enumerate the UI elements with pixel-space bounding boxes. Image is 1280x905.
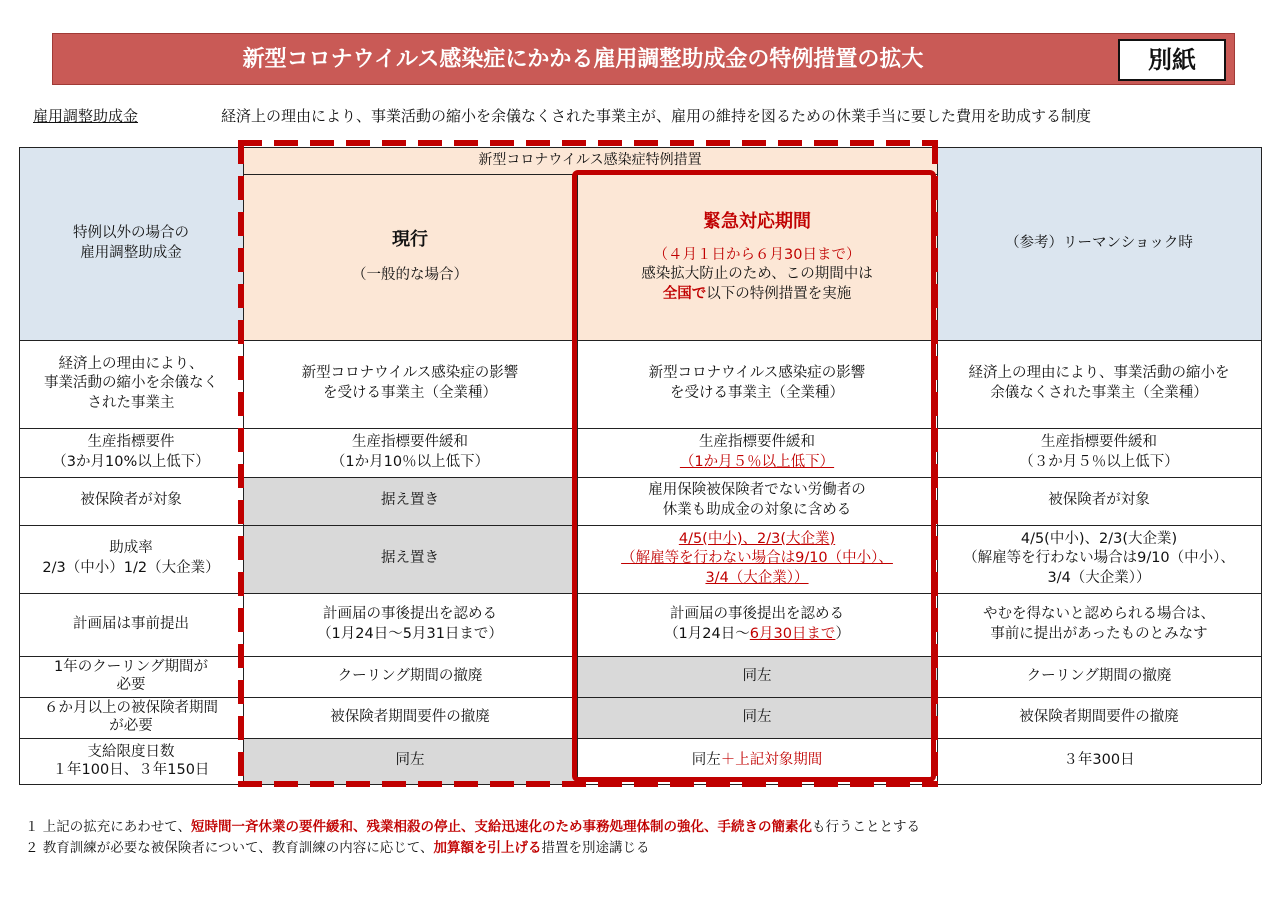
page-title: 新型コロナウイルス感染症にかかる雇用調整助成金の特例措置の拡大 (242, 47, 924, 72)
row5-col3-pre: （1月24日～ (664, 625, 750, 642)
header-col2-title: 現行 (392, 229, 428, 251)
intro-text: 経済上の理由により、事業活動の縮小を余儀なくされた事業主が、雇用の維持を図るための休業手当に要した費用を助成する制度 (221, 107, 1092, 125)
row8-col4: ３年300日 (1063, 752, 1135, 769)
row7-col3: 同左 (577, 697, 937, 738)
row1-col1: 経済上の理由により、 事業活動の縮小を余儀なく された事業主 (44, 355, 218, 411)
header-col3-line2: 感染拡大防止のため、この期間中は (641, 266, 873, 283)
row5-col2: 計画届の事後提出を認める （1月24日～5月31日まで） (317, 605, 503, 642)
footnote-2-num: ２ (25, 840, 39, 856)
footnote-2-red: 加算額を引上げる (433, 840, 542, 856)
row7-col1: ６か月以上の被保険者期間 が必要 (44, 700, 218, 734)
footnote-1-pre: 上記の拡充にあわせて、 (42, 819, 192, 835)
header-col4 (937, 147, 1261, 340)
header-col3-nationwide: 全国で (662, 285, 707, 302)
header-col1 (19, 147, 243, 340)
row4-col3: 4/5(中小)、2/3(大企業) （解雇等を行わない場合は9/10（中小）、 3/4（大企業）） (621, 530, 893, 586)
row3-col1: 被保険者が対象 (80, 492, 182, 509)
row6-col1: 1年のクーリング期間が 必要 (54, 659, 208, 693)
row7-col2: 被保険者期間要件の撤廃 (330, 708, 490, 725)
attachment-tag: 別紙 (1118, 39, 1226, 81)
header-col3-line3-rest: 以下の特例措置を実施 (706, 285, 852, 302)
header-col4-text: （参考）リーマンショック時 (1005, 234, 1193, 251)
row5-col3-post: ） (835, 625, 850, 642)
row2-col3-red: （1か月５％以上低下） (679, 453, 835, 470)
row2-col3-main: 生産指標要件緩和 (699, 433, 815, 450)
row1-col4: 経済上の理由により、事業活動の縮小を 余儀なくされた事業主（全業種） (968, 365, 1230, 401)
row5-col1: 計画届は事前提出 (73, 615, 189, 632)
row2-col4: 生産指標要件緩和 （３か月５％以上低下） (1019, 433, 1179, 470)
footnote-2-post: 措置を別途講じる (541, 840, 650, 856)
row6-col4: クーリング期間の撤廃 (1026, 667, 1172, 684)
header-col2 (243, 174, 577, 340)
row5-col4: やむを得ないと認められる場合は、 事前に提出があったものとみなす (983, 605, 1215, 642)
row4-col1: 助成率 2/3（中小）1/2（大企業） (42, 540, 220, 576)
row2-col2: 生産指標要件緩和 （1か月10％以上低下） (330, 433, 490, 470)
header-col2-sub: （一般的な場合） (352, 267, 468, 284)
footnote-1-red: 短時間一斉休業の要件緩和、残業相殺の停止、支給迅速化のため事務処理体制の強化、手続きの簡素化 (191, 819, 813, 835)
footnote-1-num: １ (25, 819, 39, 835)
row4-col4: 4/5(中小)、2/3(大企業) （解雇等を行わない場合は9/10（中小）、 3/4（大企業）） (963, 530, 1235, 586)
row4-col2: 据え置き (243, 525, 577, 593)
header-group-label: 新型コロナウイルス感染症特例措置 (478, 152, 702, 169)
row7-col4: 被保険者期間要件の撤廃 (1019, 708, 1179, 725)
row3-col2: 据え置き (243, 477, 577, 525)
row3-col4: 被保険者が対象 (1048, 492, 1150, 509)
row2-col1: 生産指標要件 （3か月10%以上低下） (52, 433, 210, 470)
row3-col3: 雇用保険被保険者でない労働者の 休業も助成金の対象に含める (648, 482, 866, 518)
header-col3-period: （４月１日から６月30日まで） (653, 246, 861, 263)
row6-col3: 同左 (577, 656, 937, 697)
row1-col2: 新型コロナウイルス感染症の影響 を受ける事業主（全業種） (301, 365, 519, 401)
row5-col3-main: 計画届の事後提出を認める (670, 605, 844, 622)
intro-label: 雇用調整助成金 (33, 107, 139, 125)
title-banner (52, 33, 1235, 85)
row8-col2: 同左 (243, 738, 577, 784)
footnote-1 (25, 815, 920, 835)
row5-col3-red: 6月30日まで (749, 625, 836, 642)
row6-col2: クーリング期間の撤廃 (337, 667, 483, 684)
footnote-2-pre: 教育訓練が必要な被保険者について、教育訓練の内容に応じて、 (42, 840, 434, 856)
row8-col3-main: 同左 (691, 752, 721, 769)
row8-col3-red: ＋上記対象期間 (720, 752, 823, 769)
emergency-period-highlight-box (572, 170, 936, 782)
footnote-2 (25, 836, 650, 856)
header-col3-title: 緊急対応期間 (703, 210, 811, 232)
row8-col1: 支給限度日数 １年100日、３年150日 (52, 743, 210, 778)
row1-col3: 新型コロナウイルス感染症の影響 を受ける事業主（全業種） (648, 365, 866, 401)
header-col1-text: 特例以外の場合の 雇用調整助成金 (73, 224, 189, 261)
footnote-1-post: も行うこととする (812, 819, 921, 835)
